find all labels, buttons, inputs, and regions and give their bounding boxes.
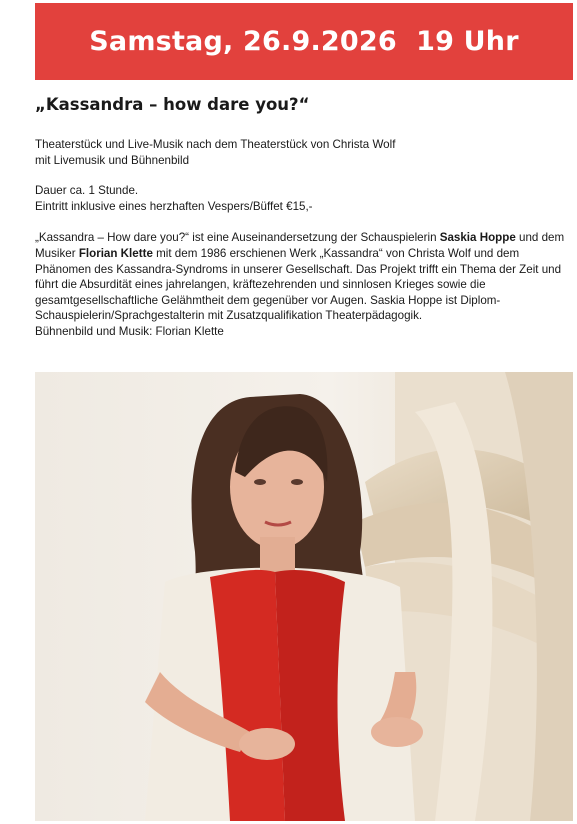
event-description [35, 230, 573, 339]
event-facts [35, 183, 573, 214]
performer-illustration [35, 372, 573, 821]
credits-text: Bühnenbild und Musik: Florian Klette [35, 324, 224, 338]
performance-photo [35, 372, 573, 821]
subtitle-line-2: mit Livemusik und Bühnenbild [35, 153, 190, 167]
actress-name: Saskia Hoppe [439, 231, 516, 245]
description-part-2: und dem Musiker [35, 231, 565, 260]
description-part-3: mit dem 1986 erschienen Werk „Kassandra“ von Christa Wolf und dem Phänomen des Kassandra-Syndroms in unserer Gesellschaft. Das Projekt trifft ein Thema der Zeit und führt die Absurdität eines jahrelangen, kräftezehrenden und sinnlosen Krieges sowie die gesamtgesellschaftliche Gelähmtheit dem gegenüber vor Augen. Saskia Hoppe ist Diplom-Schauspielerin/Sprachgestalterin mit Zusatzqualifikation Theaterpädagogik. [35, 246, 562, 323]
event-title: „Kassandra – how dare you?“ [35, 95, 310, 114]
event-info [35, 94, 573, 340]
musician-name: Florian Klette [78, 246, 153, 260]
event-subtitle [35, 137, 573, 168]
description-part-1: „Kassandra – How dare you?“ ist eine Auseinandersetzung der Schauspielerin [35, 231, 440, 245]
duration-text: Dauer ca. 1 Stunde. [35, 184, 139, 198]
admission-text: Eintritt inklusive eines herzhaften Vespers/Büffet €15,- [35, 199, 313, 213]
date-banner [35, 3, 573, 80]
subtitle-line-1: Theaterstück und Live-Musik nach dem Theaterstück von Christa Wolf [35, 138, 396, 151]
date-time-heading: Samstag, 26.9.2026 19 Uhr [89, 26, 519, 57]
